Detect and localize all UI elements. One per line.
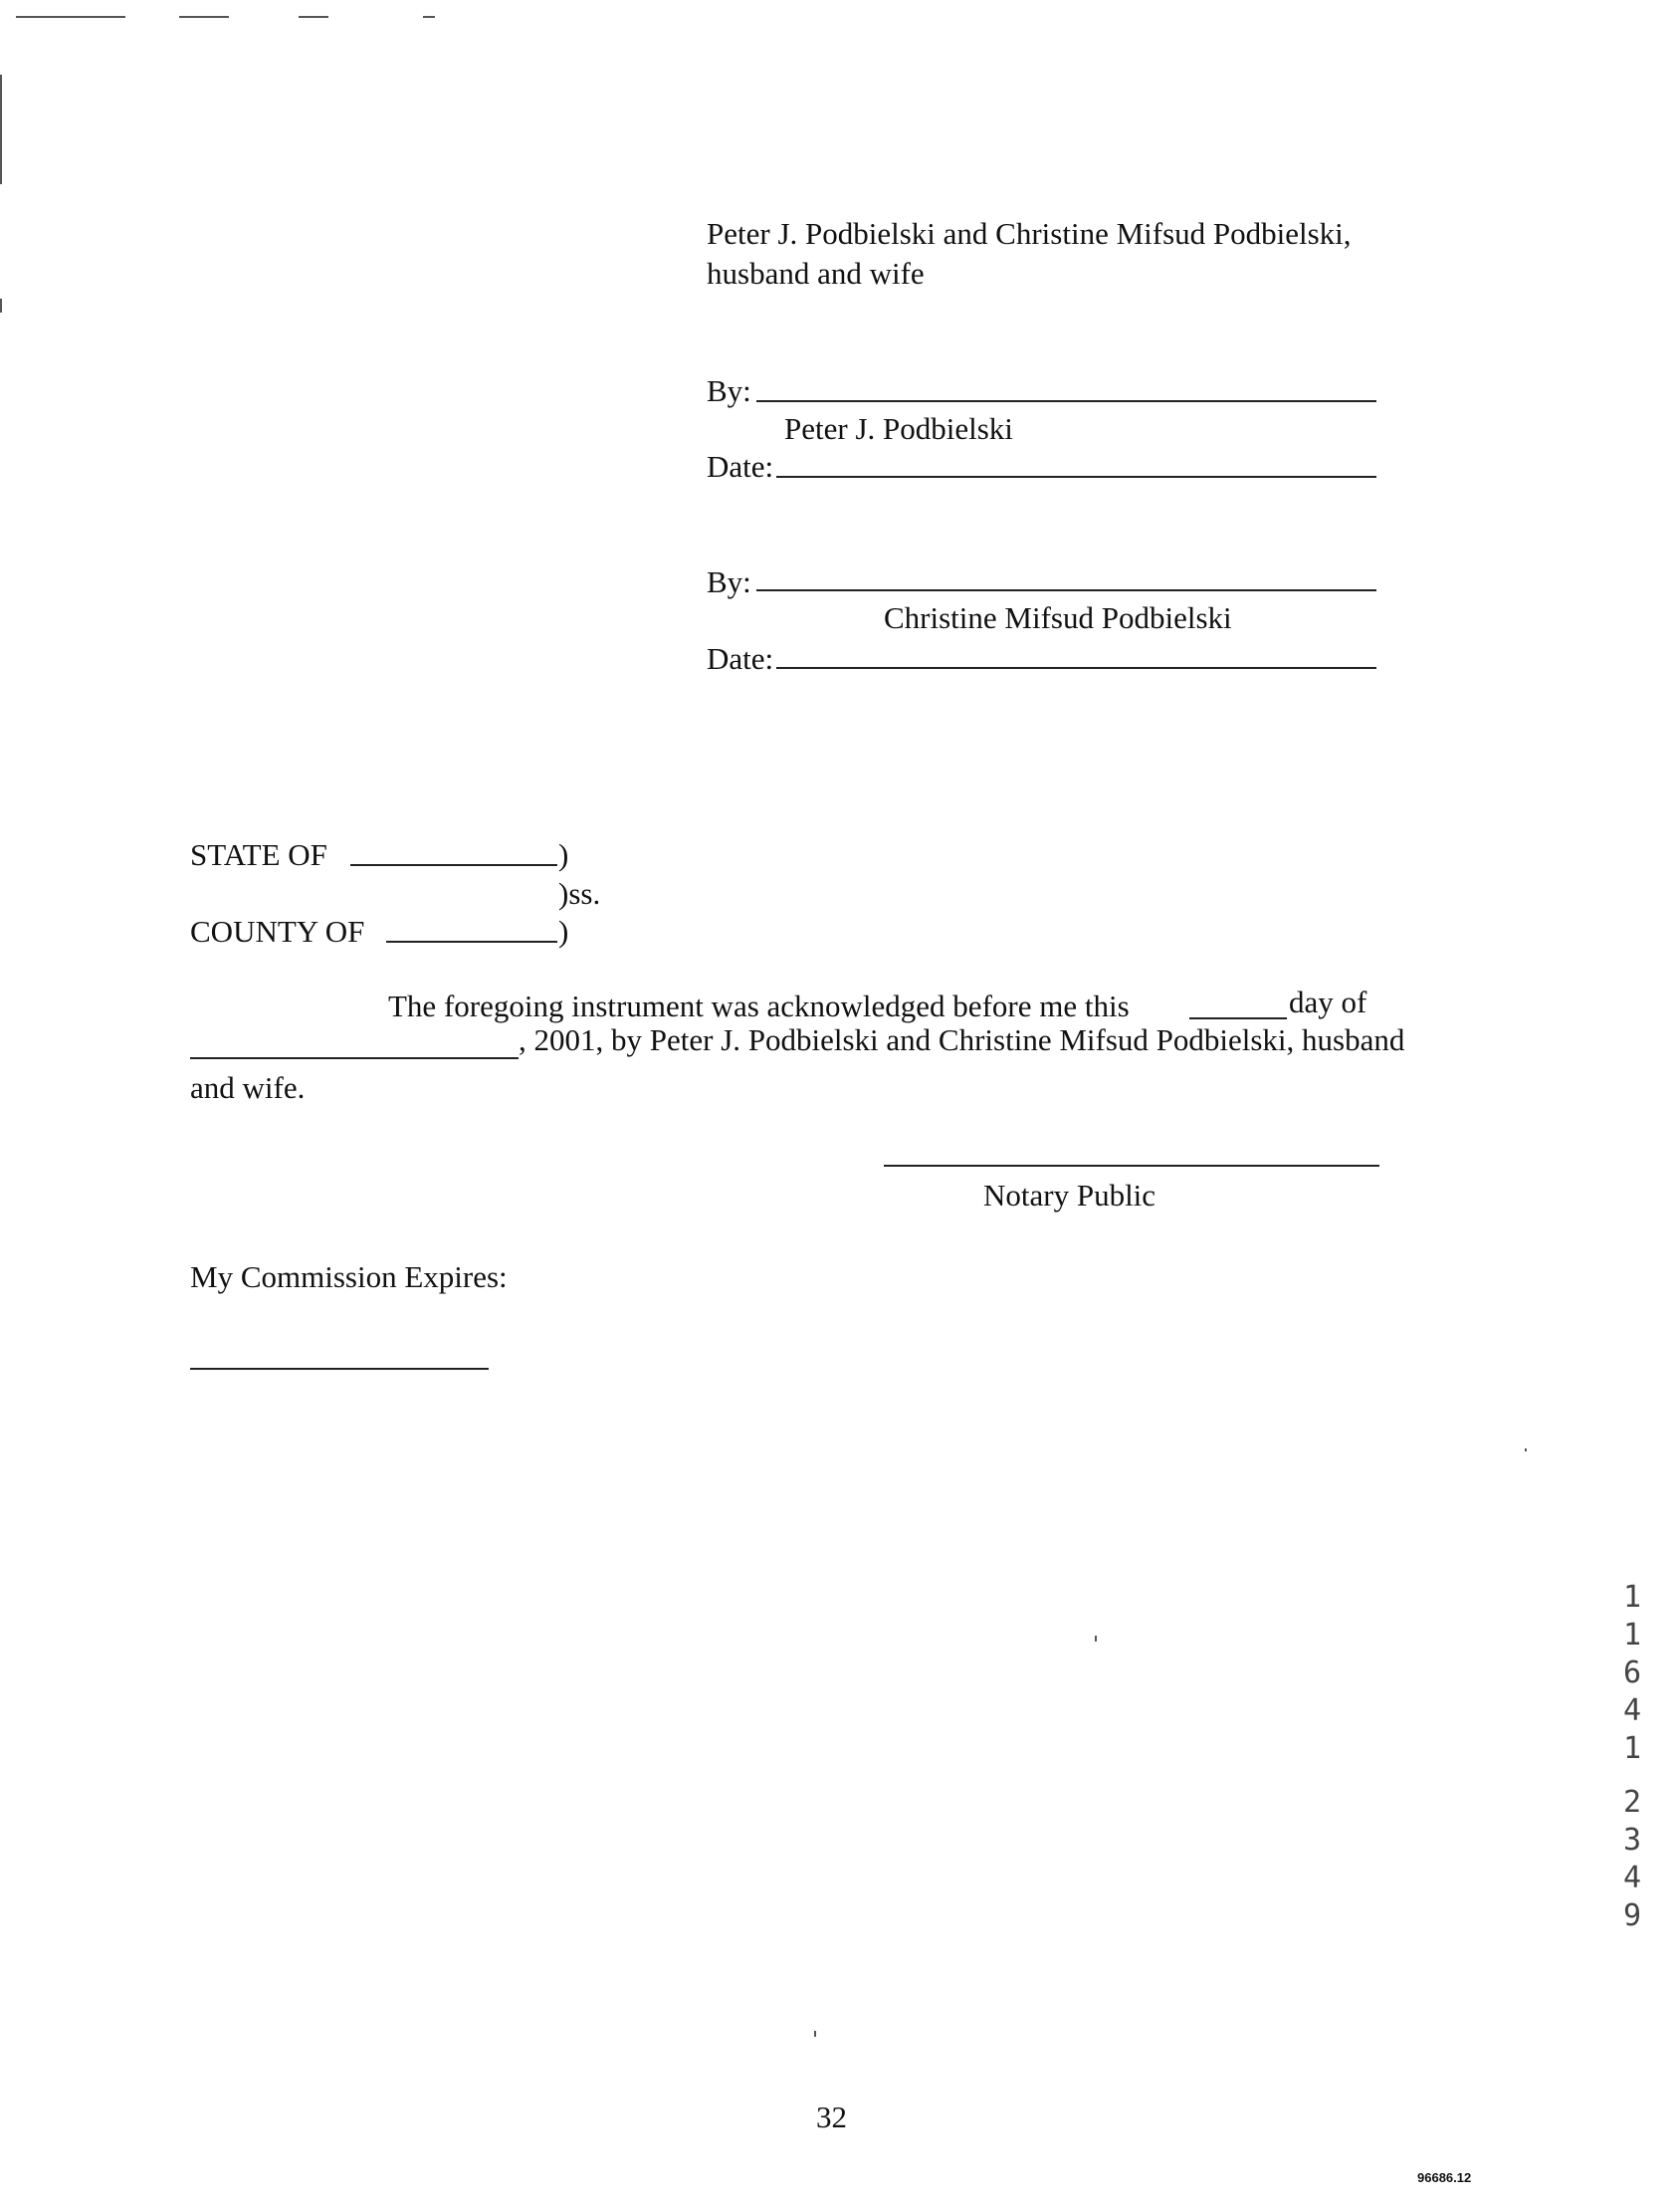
notary-label: Notary Public [983, 1178, 1156, 1213]
side-stamp-digit: 6 [1622, 1656, 1642, 1690]
scan-artifact [16, 16, 125, 18]
side-stamp-digit: 1 [1622, 1731, 1642, 1766]
page-number: 32 [816, 2099, 847, 2134]
state-paren: ) [558, 837, 569, 872]
side-stamp-digit: 2 [1622, 1785, 1642, 1820]
scan-speck [814, 2031, 816, 2037]
signatories-line-2: husband and wife [707, 256, 925, 291]
by-label-2: By: [707, 564, 751, 599]
scan-speck [1525, 1448, 1527, 1451]
month-blank[interactable] [190, 1057, 519, 1059]
date-label-1: Date: [707, 449, 774, 484]
by-label-1: By: [707, 373, 751, 408]
county-label: COUNTY OF [190, 914, 365, 949]
doc-code: 96686.12 [1417, 2170, 1472, 2185]
scan-artifact [179, 16, 229, 18]
acknowledgment-line-2: , 2001, by Peter J. Podbielski and Christine Mifsud Podbielski, husband [519, 1022, 1405, 1057]
scan-artifact [423, 16, 435, 18]
commission-label: My Commission Expires: [190, 1259, 508, 1294]
state-blank[interactable] [350, 864, 557, 866]
day-of-label: day of [1289, 985, 1367, 1019]
acknowledgment-line-1: The foregoing instrument was acknowledged before me this [388, 989, 1130, 1023]
side-stamp-digit: 1 [1622, 1618, 1642, 1653]
date-line-2[interactable] [776, 667, 1376, 669]
signatories-line-1: Peter J. Podbielski and Christine Mifsud Podbielski, [707, 216, 1352, 251]
side-stamp-digit: 3 [1622, 1823, 1642, 1858]
signature-line-1[interactable] [756, 400, 1376, 402]
notary-signature-line[interactable] [884, 1165, 1379, 1167]
date-line-1[interactable] [776, 476, 1376, 478]
state-label: STATE OF [190, 837, 327, 872]
date-label-2: Date: [707, 641, 774, 676]
scan-artifact [299, 16, 328, 18]
county-blank[interactable] [386, 941, 557, 943]
side-stamp-digit: 9 [1622, 1898, 1642, 1933]
commission-blank[interactable] [190, 1368, 489, 1370]
county-paren: ) [558, 914, 569, 949]
signer-name-2: Christine Mifsud Podbielski [884, 600, 1232, 635]
side-stamp-digit: 1 [1622, 1580, 1642, 1615]
side-stamp-digit: 4 [1622, 1861, 1642, 1895]
signer-name-1: Peter J. Podbielski [784, 411, 1013, 446]
scan-speck [1095, 1636, 1097, 1642]
acknowledgment-line-3: and wife. [190, 1070, 306, 1105]
signature-line-2[interactable] [756, 589, 1376, 591]
day-blank[interactable] [1189, 1017, 1287, 1019]
scan-artifact [0, 299, 2, 313]
ss-label: )ss. [558, 876, 601, 911]
side-stamp-digit: 4 [1622, 1693, 1642, 1728]
scan-artifact [0, 75, 2, 184]
